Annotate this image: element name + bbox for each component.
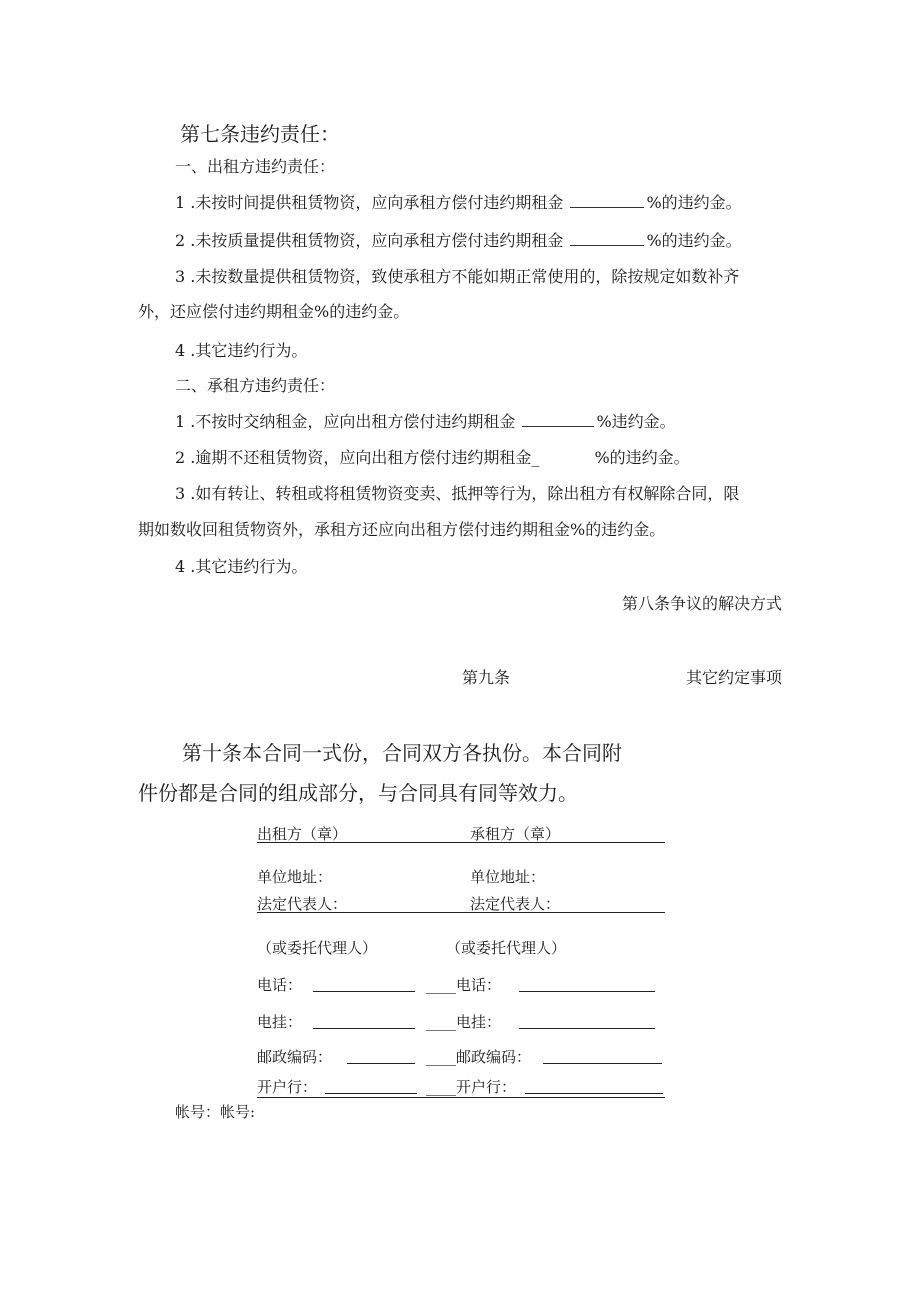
lessee-telegraph-blank <box>519 1028 655 1029</box>
item-number: 3 <box>175 484 186 503</box>
article9-label: 第九条 <box>462 668 511 687</box>
lessee-item-2 <box>175 445 690 468</box>
lessor-bank-label: 开户行： <box>257 1078 318 1096</box>
article10-line2: 件份都是合同的组成部分，与合同具有同等效力。 <box>138 781 578 805</box>
article7-title: 第七条违约责任： <box>180 122 340 146</box>
legal-rep-underline <box>257 912 665 913</box>
lessee-phone-blank <box>519 991 655 992</box>
lessor-address-label: 单位地址： <box>257 868 333 886</box>
lessee-agent-label: （或委托代理人） <box>446 939 567 957</box>
lessor-item-1 <box>175 190 742 213</box>
item-text: .逾期不还租赁物资，应向出租方偿付违约期租金_ <box>190 448 540 467</box>
lessor-legal-rep-label: 法定代表人： <box>257 895 348 913</box>
lessor-telegraph-label: 电挂： <box>257 1013 303 1031</box>
lessor-bank-blank <box>325 1093 417 1094</box>
item-suffix: %违约金。 <box>596 412 676 431</box>
lessor-telegraph-blank <box>313 1028 415 1029</box>
lessor-phone-label: 电话： <box>257 976 303 994</box>
item-suffix: %的违约金。 <box>646 193 742 212</box>
item-text: .其它违约行为。 <box>190 341 308 360</box>
item-number: 4 <box>175 557 186 576</box>
lessor-postcode-blank <box>347 1063 415 1064</box>
item-number: 4 <box>175 341 186 360</box>
lessor-phone-blank <box>313 991 415 992</box>
item-number: 3 <box>175 267 186 286</box>
lessor-postcode-label: 邮政编码： <box>257 1048 333 1066</box>
item-text: .未按时间提供租赁物资，应向承租方偿付违约期租金 <box>190 193 564 212</box>
article8-heading: 第八条争议的解决方式 <box>621 594 782 613</box>
blank-line <box>570 231 644 246</box>
item-text: .未按质量提供租赁物资，应向承租方偿付违约期租金 <box>190 231 564 250</box>
lessor-agent-label: （或委托代理人） <box>257 939 378 957</box>
lessor-item-4 <box>175 338 307 361</box>
lessee-seal-label: 承租方（章） <box>470 825 561 843</box>
lessee-postcode-label: ____邮政编码： <box>426 1048 532 1066</box>
item-number: 2 <box>175 448 186 467</box>
account-label: 帐号：帐号: <box>175 1103 256 1121</box>
lessor-seal-label: 出租方（章） <box>257 825 348 843</box>
seal-underline <box>257 842 665 843</box>
lessee-telegraph-label: ____电挂： <box>426 1013 502 1031</box>
item-number: 2 <box>175 231 186 250</box>
lessee-item-3-cont: 期如数收回租赁物资外，承租方还应向出租方偿付违约期租金%的违约金。 <box>138 520 666 539</box>
lessor-item-2 <box>175 228 742 251</box>
article10-line1: 第十条本合同一式份，合同双方各执份。本合同附 <box>182 741 622 765</box>
item-text: .如有转让、转租或将租赁物资变卖、抵押等行为，除出租方有权解除合同，限 <box>190 484 740 503</box>
item-number: 1 <box>175 412 186 431</box>
item-text: .其它违约行为。 <box>190 557 308 576</box>
item-suffix: %的违约金。 <box>646 231 742 250</box>
blank-line <box>522 412 594 427</box>
lessee-item-3 <box>175 481 739 504</box>
lessee-bank-label: ____开户行： <box>426 1078 517 1096</box>
lessee-heading: 二、承租方违约责任： <box>175 376 336 395</box>
lessee-bank-blank <box>525 1093 663 1094</box>
lessee-legal-rep-label: 法定代表人： <box>470 895 561 913</box>
lessee-address-label: 单位地址： <box>470 868 546 886</box>
lessor-item-3-cont: 外，还应偿付违约期租金%的违约金。 <box>138 302 410 321</box>
signature-bottom-rule <box>257 1097 665 1098</box>
lessee-item-1 <box>175 409 676 432</box>
item-text: .不按时交纳租金，应向出租方偿付违约期租金 <box>190 412 516 431</box>
item-number: 1 <box>175 193 186 212</box>
lessee-phone-label: ____电话： <box>426 976 502 994</box>
lessor-item-3 <box>175 264 739 287</box>
item-suffix: %的违约金。 <box>594 448 690 467</box>
article9-title: 其它约定事项 <box>685 668 782 687</box>
lessor-heading: 一、出租方违约责任： <box>175 157 336 176</box>
item-text: .未按数量提供租赁物资，致使承租方不能如期正常使用的，除按规定如数补齐 <box>190 267 740 286</box>
lessee-postcode-blank <box>543 1063 662 1064</box>
lessee-item-4 <box>175 554 307 577</box>
blank-line <box>570 193 644 208</box>
